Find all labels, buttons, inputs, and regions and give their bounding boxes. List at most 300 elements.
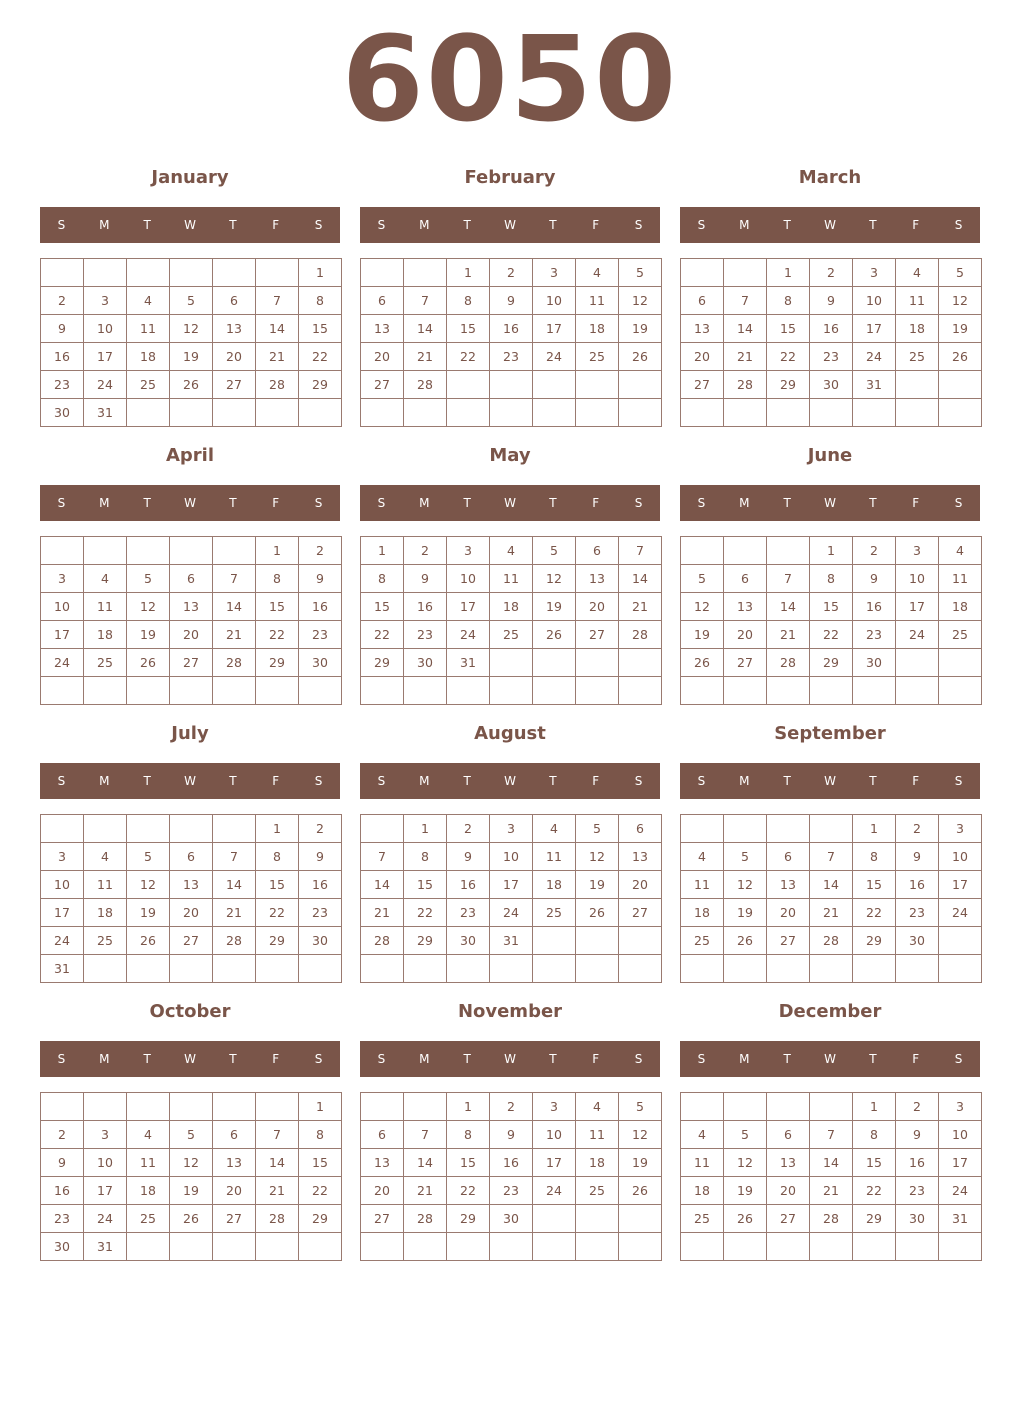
- weekday-label: W: [824, 218, 836, 232]
- day-cell: 23: [810, 343, 853, 371]
- day-cell: 8: [810, 565, 853, 593]
- day-cell: 25: [533, 899, 576, 927]
- empty-day-cell: [810, 677, 853, 705]
- day-cell: 29: [767, 371, 810, 399]
- day-cell: 25: [127, 1205, 170, 1233]
- empty-day-cell: [619, 1205, 662, 1233]
- weekday-label: M: [99, 1052, 110, 1066]
- day-cell: 18: [490, 593, 533, 621]
- weekday-label: T: [783, 774, 791, 788]
- day-cell: 29: [361, 649, 404, 677]
- empty-day-cell: [404, 677, 447, 705]
- day-cell: 24: [896, 621, 939, 649]
- day-cell: 6: [170, 843, 213, 871]
- day-cell: 30: [896, 927, 939, 955]
- day-cell: 27: [767, 1205, 810, 1233]
- month-name: October: [149, 1001, 231, 1022]
- empty-day-cell: [896, 955, 939, 983]
- day-cell: 10: [939, 843, 982, 871]
- day-cell: 23: [299, 899, 342, 927]
- empty-day-cell: [896, 649, 939, 677]
- empty-day-cell: [41, 537, 84, 565]
- day-cell: 14: [810, 871, 853, 899]
- day-cell: 26: [939, 343, 982, 371]
- day-cell: 6: [213, 287, 256, 315]
- day-cell: 24: [490, 899, 533, 927]
- empty-day-cell: [724, 399, 767, 427]
- day-cell: 7: [213, 843, 256, 871]
- empty-day-cell: [853, 399, 896, 427]
- week-row: [361, 259, 662, 287]
- week-row: [681, 1093, 982, 1121]
- week-row: [681, 955, 982, 983]
- weekday-label: M: [99, 774, 110, 788]
- day-cell: 3: [853, 259, 896, 287]
- day-cell: 16: [41, 343, 84, 371]
- day-cell: 13: [724, 593, 767, 621]
- week-row: [681, 843, 982, 871]
- day-cell: 12: [576, 843, 619, 871]
- weekday-label: M: [739, 496, 750, 510]
- week-row: [361, 1177, 662, 1205]
- day-cell: 9: [810, 287, 853, 315]
- weekday-label: S: [634, 1052, 643, 1066]
- weekday-label: T: [463, 496, 471, 510]
- weekday-label: F: [272, 774, 280, 788]
- week-row: [361, 649, 662, 677]
- empty-day-cell: [213, 259, 256, 287]
- week-row: [41, 1093, 342, 1121]
- empty-day-cell: [619, 955, 662, 983]
- empty-day-cell: [767, 955, 810, 983]
- day-cell: 6: [681, 287, 724, 315]
- day-cell: 9: [853, 565, 896, 593]
- day-cell: 20: [576, 593, 619, 621]
- day-cell: 5: [724, 1121, 767, 1149]
- day-cell: 20: [170, 621, 213, 649]
- week-row: [681, 593, 982, 621]
- empty-day-cell: [299, 399, 342, 427]
- day-cell: 27: [213, 371, 256, 399]
- weekday-header: [40, 207, 340, 243]
- week-row: [41, 955, 342, 983]
- day-cell: 2: [896, 1093, 939, 1121]
- day-cell: 27: [361, 1205, 404, 1233]
- week-row: [681, 371, 982, 399]
- empty-day-cell: [361, 815, 404, 843]
- empty-day-cell: [681, 1093, 724, 1121]
- empty-day-cell: [361, 399, 404, 427]
- week-row: [41, 259, 342, 287]
- empty-day-cell: [213, 1093, 256, 1121]
- week-row: [681, 1121, 982, 1149]
- empty-day-cell: [576, 1233, 619, 1261]
- day-cell: 17: [490, 871, 533, 899]
- empty-day-cell: [41, 259, 84, 287]
- weekday-header: [360, 485, 660, 521]
- week-row: [361, 565, 662, 593]
- day-cell: 25: [84, 649, 127, 677]
- day-cell: 20: [170, 899, 213, 927]
- empty-day-cell: [213, 537, 256, 565]
- day-cell: 20: [213, 1177, 256, 1205]
- weekday-header: [40, 1041, 340, 1077]
- empty-day-cell: [256, 259, 299, 287]
- day-cell: 19: [576, 871, 619, 899]
- day-cell: 28: [619, 621, 662, 649]
- week-row: [361, 1121, 662, 1149]
- day-cell: 5: [576, 815, 619, 843]
- day-cell: 24: [41, 927, 84, 955]
- day-cell: 1: [299, 1093, 342, 1121]
- day-cell: 24: [84, 1205, 127, 1233]
- day-cell: 16: [41, 1177, 84, 1205]
- empty-day-cell: [576, 371, 619, 399]
- day-cell: 13: [361, 1149, 404, 1177]
- day-cell: 5: [681, 565, 724, 593]
- empty-day-cell: [256, 1233, 299, 1261]
- empty-day-cell: [41, 815, 84, 843]
- day-cell: 17: [84, 1177, 127, 1205]
- day-cell: 8: [447, 287, 490, 315]
- day-cell: 17: [84, 343, 127, 371]
- week-row: [41, 537, 342, 565]
- day-cell: 14: [256, 315, 299, 343]
- day-cell: 2: [853, 537, 896, 565]
- day-cell: 18: [127, 343, 170, 371]
- day-cell: 3: [41, 565, 84, 593]
- day-cell: 15: [853, 1149, 896, 1177]
- day-cell: 17: [939, 1149, 982, 1177]
- day-cell: 23: [404, 621, 447, 649]
- day-cell: 31: [939, 1205, 982, 1233]
- day-cell: 1: [256, 537, 299, 565]
- weekday-label: M: [99, 496, 110, 510]
- day-cell: 10: [41, 871, 84, 899]
- day-cell: 12: [533, 565, 576, 593]
- day-cell: 30: [299, 649, 342, 677]
- day-cell: 3: [84, 287, 127, 315]
- day-cell: 14: [213, 593, 256, 621]
- empty-day-cell: [256, 677, 299, 705]
- day-cell: 30: [447, 927, 490, 955]
- empty-day-cell: [170, 537, 213, 565]
- day-cell: 17: [533, 1149, 576, 1177]
- day-cell: 3: [939, 815, 982, 843]
- day-cell: 14: [810, 1149, 853, 1177]
- empty-day-cell: [213, 1233, 256, 1261]
- week-row: [361, 1093, 662, 1121]
- day-cell: 24: [939, 899, 982, 927]
- empty-day-cell: [681, 537, 724, 565]
- empty-day-cell: [533, 371, 576, 399]
- day-cell: 2: [299, 537, 342, 565]
- weekday-label: M: [739, 1052, 750, 1066]
- day-cell: 19: [939, 315, 982, 343]
- empty-day-cell: [810, 1233, 853, 1261]
- day-cell: 29: [256, 927, 299, 955]
- week-row: [361, 1205, 662, 1233]
- day-cell: 9: [299, 565, 342, 593]
- empty-day-cell: [404, 259, 447, 287]
- day-cell: 24: [447, 621, 490, 649]
- day-cell: 14: [724, 315, 767, 343]
- day-cell: 18: [84, 899, 127, 927]
- month-name: December: [778, 1001, 882, 1022]
- day-cell: 27: [619, 899, 662, 927]
- day-cell: 18: [896, 315, 939, 343]
- day-cell: 16: [299, 871, 342, 899]
- empty-day-cell: [533, 649, 576, 677]
- weekday-label: S: [697, 1052, 706, 1066]
- day-cell: 25: [127, 371, 170, 399]
- weekday-header: [680, 485, 980, 521]
- day-cell: 4: [490, 537, 533, 565]
- day-cell: 29: [299, 371, 342, 399]
- day-cell: 18: [681, 1177, 724, 1205]
- day-cell: 17: [41, 899, 84, 927]
- day-cell: 26: [724, 1205, 767, 1233]
- day-cell: 3: [939, 1093, 982, 1121]
- week-row: [681, 1233, 982, 1261]
- weekday-label: T: [549, 1052, 557, 1066]
- empty-day-cell: [361, 1093, 404, 1121]
- empty-day-cell: [447, 371, 490, 399]
- week-row: [681, 815, 982, 843]
- empty-day-cell: [619, 399, 662, 427]
- day-cell: 7: [361, 843, 404, 871]
- day-cell: 15: [361, 593, 404, 621]
- empty-day-cell: [127, 259, 170, 287]
- weekday-label: W: [504, 218, 516, 232]
- day-cell: 10: [533, 287, 576, 315]
- day-cell: 23: [896, 1177, 939, 1205]
- week-row: [681, 649, 982, 677]
- empty-day-cell: [84, 815, 127, 843]
- weekday-label: S: [57, 1052, 66, 1066]
- day-cell: 2: [41, 1121, 84, 1149]
- day-cell: 24: [84, 371, 127, 399]
- week-row: [41, 927, 342, 955]
- day-cell: 22: [853, 899, 896, 927]
- day-cell: 5: [170, 1121, 213, 1149]
- day-cell: 5: [127, 843, 170, 871]
- empty-day-cell: [681, 815, 724, 843]
- weekday-label: F: [912, 218, 920, 232]
- empty-day-cell: [724, 1233, 767, 1261]
- week-row: [41, 621, 342, 649]
- month-name: August: [474, 723, 546, 744]
- weekday-label: M: [99, 218, 110, 232]
- day-cell: 10: [490, 843, 533, 871]
- day-cell: 11: [576, 287, 619, 315]
- day-grid: [360, 536, 662, 705]
- day-cell: 12: [170, 315, 213, 343]
- day-cell: 19: [127, 899, 170, 927]
- empty-day-cell: [490, 677, 533, 705]
- weekday-label: F: [272, 496, 280, 510]
- day-cell: 12: [127, 871, 170, 899]
- day-cell: 13: [619, 843, 662, 871]
- empty-day-cell: [939, 927, 982, 955]
- weekday-label: S: [954, 496, 963, 510]
- day-cell: 24: [853, 343, 896, 371]
- week-row: [681, 565, 982, 593]
- weekday-label: W: [184, 496, 196, 510]
- day-cell: 25: [896, 343, 939, 371]
- empty-day-cell: [724, 815, 767, 843]
- day-cell: 8: [404, 843, 447, 871]
- day-cell: 17: [41, 621, 84, 649]
- week-row: [41, 871, 342, 899]
- empty-day-cell: [447, 1233, 490, 1261]
- empty-day-cell: [533, 1205, 576, 1233]
- day-cell: 27: [213, 1205, 256, 1233]
- day-cell: 15: [810, 593, 853, 621]
- empty-day-cell: [490, 955, 533, 983]
- day-cell: 9: [896, 1121, 939, 1149]
- day-cell: 31: [447, 649, 490, 677]
- day-cell: 28: [810, 1205, 853, 1233]
- weekday-header: [360, 763, 660, 799]
- day-cell: 28: [256, 1205, 299, 1233]
- day-cell: 22: [299, 343, 342, 371]
- day-cell: 9: [490, 287, 533, 315]
- weekday-label: T: [463, 218, 471, 232]
- day-cell: 25: [576, 343, 619, 371]
- day-cell: 19: [724, 1177, 767, 1205]
- day-cell: 13: [170, 593, 213, 621]
- day-cell: 28: [767, 649, 810, 677]
- weekday-label: M: [419, 496, 430, 510]
- day-cell: 17: [447, 593, 490, 621]
- day-cell: 19: [681, 621, 724, 649]
- day-cell: 30: [490, 1205, 533, 1233]
- day-cell: 16: [896, 1149, 939, 1177]
- week-row: [41, 815, 342, 843]
- day-cell: 2: [404, 537, 447, 565]
- empty-day-cell: [170, 955, 213, 983]
- empty-day-cell: [619, 649, 662, 677]
- week-row: [361, 1233, 662, 1261]
- day-cell: 27: [576, 621, 619, 649]
- week-row: [41, 1121, 342, 1149]
- weekday-header: [360, 1041, 660, 1077]
- day-cell: 8: [256, 565, 299, 593]
- day-cell: 18: [939, 593, 982, 621]
- day-cell: 30: [41, 1233, 84, 1261]
- weekday-label: S: [697, 774, 706, 788]
- day-cell: 22: [447, 1177, 490, 1205]
- weekday-label: M: [419, 774, 430, 788]
- empty-day-cell: [939, 371, 982, 399]
- day-cell: 12: [619, 1121, 662, 1149]
- weekday-label: S: [377, 218, 386, 232]
- day-cell: 12: [127, 593, 170, 621]
- empty-day-cell: [576, 649, 619, 677]
- day-cell: 27: [170, 927, 213, 955]
- day-cell: 29: [447, 1205, 490, 1233]
- week-row: [681, 315, 982, 343]
- day-cell: 23: [896, 899, 939, 927]
- day-cell: 30: [41, 399, 84, 427]
- weekday-label: T: [143, 218, 151, 232]
- day-cell: 2: [810, 259, 853, 287]
- day-cell: 20: [681, 343, 724, 371]
- week-row: [681, 399, 982, 427]
- day-cell: 5: [619, 1093, 662, 1121]
- day-cell: 22: [361, 621, 404, 649]
- day-cell: 29: [853, 1205, 896, 1233]
- day-cell: 7: [619, 537, 662, 565]
- weekday-label: F: [592, 774, 600, 788]
- day-cell: 11: [84, 871, 127, 899]
- week-row: [41, 287, 342, 315]
- day-cell: 13: [576, 565, 619, 593]
- weekday-label: T: [229, 496, 237, 510]
- day-cell: 5: [170, 287, 213, 315]
- day-cell: 28: [404, 1205, 447, 1233]
- day-cell: 8: [299, 1121, 342, 1149]
- week-row: [681, 1177, 982, 1205]
- day-cell: 19: [619, 315, 662, 343]
- day-cell: 11: [681, 1149, 724, 1177]
- day-cell: 27: [767, 927, 810, 955]
- empty-day-cell: [896, 371, 939, 399]
- weekday-label: W: [504, 1052, 516, 1066]
- day-cell: 7: [810, 1121, 853, 1149]
- week-row: [41, 649, 342, 677]
- day-cell: 8: [853, 1121, 896, 1149]
- weekday-label: T: [463, 774, 471, 788]
- day-cell: 1: [767, 259, 810, 287]
- weekday-label: T: [229, 1052, 237, 1066]
- day-cell: 12: [619, 287, 662, 315]
- week-row: [41, 399, 342, 427]
- day-cell: 25: [939, 621, 982, 649]
- empty-day-cell: [724, 1093, 767, 1121]
- weekday-label: M: [739, 774, 750, 788]
- empty-day-cell: [681, 677, 724, 705]
- day-cell: 4: [533, 815, 576, 843]
- week-row: [681, 927, 982, 955]
- weekday-label: T: [869, 218, 877, 232]
- empty-day-cell: [213, 399, 256, 427]
- day-cell: 16: [896, 871, 939, 899]
- day-cell: 13: [213, 315, 256, 343]
- weekday-header: [680, 763, 980, 799]
- empty-day-cell: [170, 399, 213, 427]
- day-cell: 2: [299, 815, 342, 843]
- day-cell: 2: [447, 815, 490, 843]
- day-cell: 6: [767, 1121, 810, 1149]
- day-cell: 5: [939, 259, 982, 287]
- day-cell: 16: [447, 871, 490, 899]
- day-cell: 3: [490, 815, 533, 843]
- weekday-label: M: [739, 218, 750, 232]
- empty-day-cell: [170, 259, 213, 287]
- day-cell: 27: [361, 371, 404, 399]
- month-name: November: [457, 1001, 563, 1022]
- empty-day-cell: [896, 399, 939, 427]
- empty-day-cell: [127, 1093, 170, 1121]
- weekday-label: T: [143, 774, 151, 788]
- day-cell: 25: [681, 1205, 724, 1233]
- day-cell: 18: [127, 1177, 170, 1205]
- week-row: [41, 1177, 342, 1205]
- empty-day-cell: [256, 399, 299, 427]
- day-cell: 8: [767, 287, 810, 315]
